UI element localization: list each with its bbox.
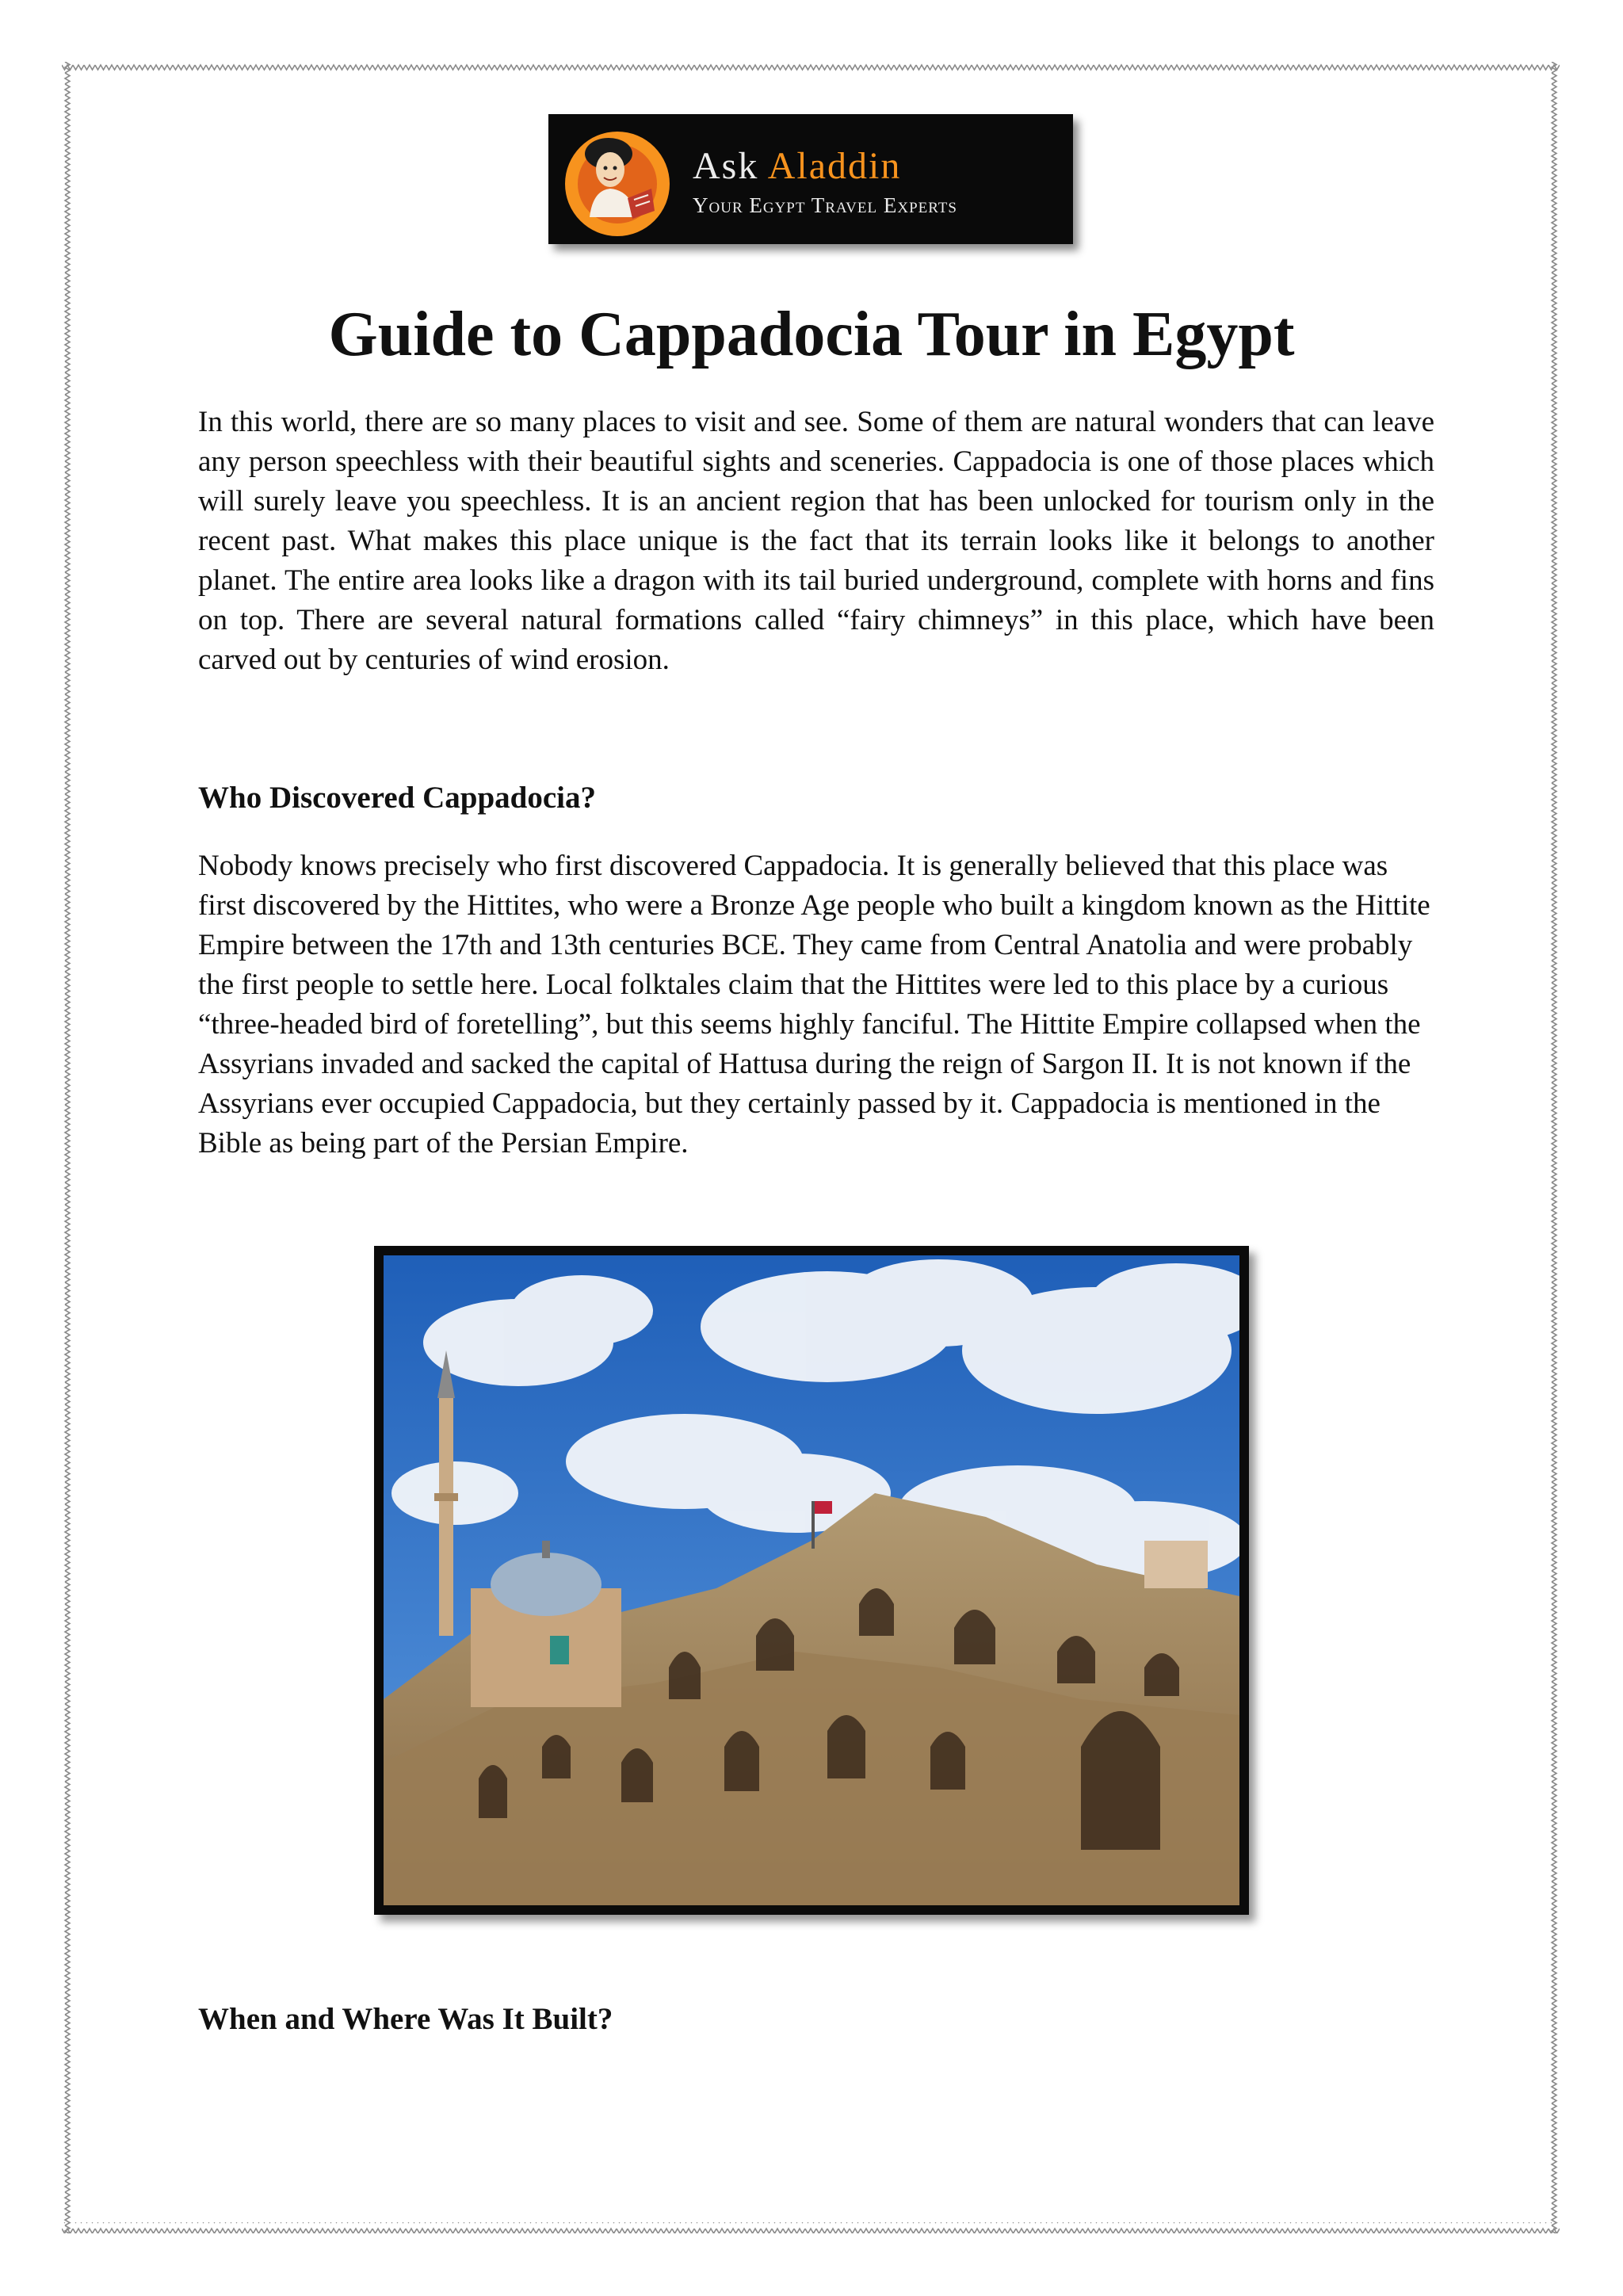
brand-logo <box>548 114 1073 244</box>
cappadocia-photo <box>374 1246 1249 1915</box>
logo-brand-prefix: Ask <box>693 145 759 187</box>
cappadocia-illustration <box>384 1255 1239 1905</box>
intro-paragraph: In this world, there are so many places to visit and see. Some of them are natural wonders that can leave any person speechless with their beautiful sights and sceneries. Cappadocia is one of those places which will surely leave you speechless. It is an ancient region that has been unlocked for tourism only in the recent past. What makes this place unique is the fact that its terrain looks like it belongs to another planet. The entire area looks like a dragon with its tail buried underground, complete with horns and fins on top. There are several natural formations called “fairy chimneys” in this place, which have been carved out by centuries of wind erosion. <box>198 406 1434 676</box>
page-title: Guide to Cappadocia Tour in Egypt <box>328 300 1295 369</box>
logo-tagline: Your Egypt Travel Experts <box>693 193 957 217</box>
logo-brand-name <box>693 147 901 185</box>
logo-brand-accent: Aladdin <box>767 145 902 187</box>
section-body-who-discovered: Nobody knows precisely who first discovered Cappadocia. It is generally believed that this place was first discovered by the Hittites, who were a Bronze Age people who built a kingdom known as the Hittite Empire between the 17th and 13th centuries BCE. They came from Central Anatolia and were probably the first people to settle here. Local folktales claim that the Hittites were led to this place by a curious “three-headed bird of foretelling”, but this seems highly fanciful. The Hittite Empire collapsed when the Assyrians invaded and sacked the capital of Hattusa during the reign of Sargon II. It is not known if the Assyrians ever occupied Cappadocia, but they certainly passed by it. Cappadocia is mentioned in the Bible as being part of the Persian Empire. <box>198 850 1430 1159</box>
aladdin-mascot-icon <box>558 122 677 241</box>
section-heading-who-discovered: Who Discovered Cappadocia? <box>198 781 596 815</box>
section-heading-when-where: When and Where Was It Built? <box>198 2002 613 2036</box>
